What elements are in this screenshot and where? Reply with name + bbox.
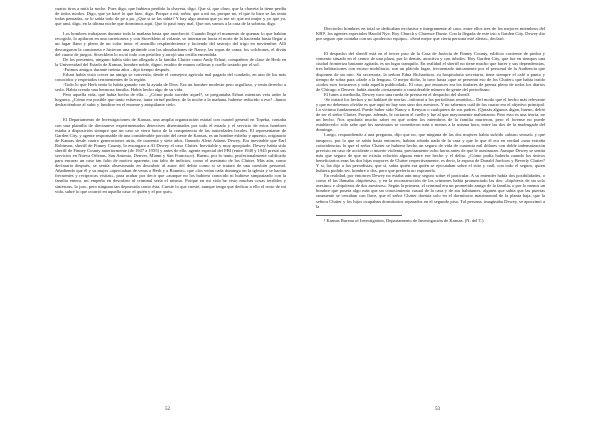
right-page-text: [316, 6, 545, 223]
paragraph: Luego, respondiendo a una pregunta, dijo que no, que ninguna de las dos mujeres había sufrido «abuso sexual» y que tampoco, por lo que se sabía hasta entonces, habían robado nada de la casa y que lo que él era en verdad «una extraña coincidencia» lo que el señor Clutter se hubiera hecho un seguro de vida de cuarenta mil dólares con doble indemnización previsto en caso de accidente o muerte violenta, precisamente ocho horas antes de que le asesinaran. Aunque Dewey se sentía más que seguro de que no existía relación alguna entre ese hecho y el delito. ¿Cómo podía haberla cuando los únicos beneficiarios eran las dos hijas mayores de Clutter respectivamente, es decir, la esposa de Donald Jarchow y Beverly Clutter? Y si, las dijo a los periodistas, que sí, sabía quién era quién se ejecutaban sobre el sitio y cuál, con todo el seguro, quien hubiera podido ser, hombre o dos, pero que prefería no exponerlo.: [316, 132, 545, 174]
footnote: ¹ Kansas Bureau of Investigation, Departamento de Investigación de Kansas. (N. del T.): [324, 217, 484, 223]
right-page: [300, 0, 600, 424]
paragraph: Dieciocho hombres en total se dedicaban exclusiva e íntegramente al caso, entre ellos tres de los mejores miembros del KBI¹, los agentes especiales Harold Nye, Roy Church y Clarence Duntz. Con la llegada de este trío a Garden City, Dewey dio por seguro que contaba con un «poderoso equipo». «Será mejor que cierta persona esté alerta», declaró.: [316, 26, 545, 42]
paragraph: -Todo lo que Herb tenía lo había ganado con la ayuda de Dios. Era un hombre modesto pero orgulloso, y tenía derecho a serlo. Había creado una hermosa familia. Había hecho algo de su vida.: [55, 82, 286, 93]
paragraph: Pero aquella vida, qué había hecho de ella… ¿Cómo pudo suceder aquel?, se preguntaba Erhart mientras veía arder la hoguera. ¿Cómo era posible que tanto esfuerzo, tanta virtud pudiera, de la noche a la mañana, haberse reducido a eso? –humo deshaciéndose al subir y fundirse en el enorme y aniquilante cielo.: [55, 92, 286, 108]
footnote-divider: [316, 215, 402, 216]
paragraph: -Fuimos amigos durante treinta años –dijo tiempo después.: [63, 66, 171, 72]
paragraph: En realidad, por entonces Dewey no estaba aún muy seguro sobre el particular. A su entender había dos posibilidades, o como él las llamaba «hipótesis», y en la reconstrucción de los crímenes había pronunciado las dos: «hipótesis de un solo asesino» e «hipótesis de dos asesinos». Según la primera, el criminal era un prometido amigo de la familia, o por lo menos un hombre que poseía algo más que un conocimiento casual de la casa y de sus habitantes, alguien que sabía que las puertas raramente se cerraban con llave, que el señor Clutter dormía solo en el dormitorio matrimonial de la planta baja, que la señora Clutter y los hijos ocupaban dormitorios separados en el segundo piso. Tal persona, imaginaba Dewey, se aproximó a la: [316, 173, 545, 209]
paragraph: cuatro tiros a mitá la noche. Pues digo, que hubiera perdido la chaveta, digo. Que sí, que claro, que la chaveta la tiene perdía de todos modos. Digo, que ya hacé lo que hizo, digo. Porque a mí, señor, que a mí no, porque no, el que lo hizo se las tenía todas pensadas, se lo sabía todo de pe a pa. ¿Que si se las sabía? Y hay algo ansina que yo me sé: que mi mujer y yo que ya, que ansí, digo, en la última noche que dormimos aquí. Que lo pasó muy mal. Que nos vamos a la casa de la sobrina, digo.: [55, 6, 286, 27]
paragraph: Erhart había visto crecer un amigo se convertía, desde el consejero agrícola mal pagado del condado, en uno de los más conocidos y respetados terratenientes de la región.: [55, 71, 286, 83]
paragraph: De los presentes, ninguno había sido tan allegado a la familia Clutter como Andy Erhart, compañero de clase de Herb en la Universidad del Estado de Kansas, hombre noble, digno, erudito de manos callosas y cuello tostado por el sol.: [55, 56, 286, 67]
left-page-text: [55, 6, 286, 194]
paragraph: El lunes a mediodía, Dewey tuvo una rueda de prensa en el despacho del sheriff.: [324, 91, 471, 97]
paragraph: -Se tratará los hechos y no hablaré de teorías –informó a los periodistas reunidos–. Del modo que el hecho más relevante y que no debemos olvidar es que aquí no hay uno sino dos asesinos. Y no sabemos cuál de los cuatro era el objetivo principal. La víctima fundamental. Puede haber sido Nancy o Kenyon o cualquiera de sus padres. (Quizás algunos digan, bueno, debió de ser el señor Clutter. Porque, además, le cortaron el cuello y fue al que mayormente maltrataron. Pero esto es una teoría, no un hecho. Nos ayudaría mucho saber en qué orden los miembros de la familia murieron, pero el forense no puede establecerlo: sólo sabe que los asesinatos se cometieron más o menos a la misma hora, entre las dos de la madrugada del domingo.: [316, 96, 545, 133]
paragraph: El despacho del sheriff está en el tercer piso de la Casa de Justicia de Finney County, edificio corriente de piedra y cemento situado en el centro de una plaza, por lo demás, atractiva y con árboles. Hoy Garden City, que fue en tiempos una ciudad fronteriza bastante agitada, es un lugar tranquilo. En realidad el sheriff no tiene mucho que hacer y sus dependencias, tres habitaciones con escaso mobiliario, son un plácido lugar, frecuentado únicamente por el personal de la Audiencia que disponen de un rato. Su secretaria, la señora Edna Richardson, su hospitalaria secretaria, tiene siempre el café a punto y tiempo de sobra para «darle a la lengua». O mejor dicho, lo tuvo hasta «que se presentó eso de los Clutter» que había traído «todos esos forasteros y toda aquella publicidad». El caso, por entonces era los titulares de prensa pleno de todos los diarios de Chicago o Denver, había atraído ciertamente a considerable número de gente del periodismo.: [316, 51, 545, 92]
page-number: 52: [165, 407, 170, 412]
page-number: 53: [435, 407, 440, 412]
paragraph: Los hombres trabajaron durante toda la mañana hasta que anocheció. Cuando llegó el momento de quemar lo que habían recogido, lo apilaron en una carretonera y con Stoecklein al volante, se internaron hacia el norte de la hacienda hasta llegar a un lugar llano y pleno de un color tinto: el amarillo resplandeciente y luciendo del rastrojo del trigo en noviembre. Allí descargaron la camioneta e hicieron una pirámide con los almohadones de Nancy, las ropas de cama, los colchones, el diván del cuarto de juegos. Stoecklein lo roció todo con petróleo y arrojó una cerilla encendida.: [55, 31, 286, 57]
paragraph: El Departamento de Investigaciones de Kansas, una amplia organización estatal con cuartel general en Topeka, contaba con una plantilla de diecinueve experimentados detectives diseminados por todo el estado y el servicio de estos hombres estaba a disposición siempre que un caso se viera fuera de la competencia de las autoridades locales. El representante de Garden City, y agente responsable de una considerable porción del oeste de Kansas, es un hombre esbelto y apuesto, originario de Kansas desde cuatro generaciones atrás, de cuarenta y siete años, llamado Alvin Adams Dewey. Era inevitable que Earl Robinson, sheriff de Finney County, lo encargara a Al Dewey el caso Clutter. Inevitable y muy apropiado. Dewey había sido sheriff de Finney County anteriormente (de 1947 a 1955) y antes de ello, agente especial del FBI (entre 1940 y 1945 prestó sus servicios en Nueva Orleans, San Antonio, Denver, Miami y San Francisco). Bueno, por lo tanto, profesionalmente calificado para encarar un caso tan falto de motivo aparente, tan falto de indicios, como el asesinato de los Clutter. Más aún, como declararía después, se sentía obsesionado en descubrir al autor del delito como si se tratara de una cuestión personal. Añadiendo que él y su mujer «apreciaban de veras a Herb y a Bonnie», que «los veían cada domingo en la iglesia y se hacían frecuentes y recíprocas visitas», para acabar por decir que «aunque no los hubiera conocido ni hubiese simpatizado con la familia entera, mi empeño en descubrir al criminal sería el mismo. Porque en mi vida he visto muchas cosas terribles y siniestras, lo juro, pero ninguna tan depravada como ésta. Cueste lo que cueste, aunque tenga que dedicar a ello el resto de mi vida, sabré lo que ocurrió en aquella casa: el quién y el por qué».: [55, 117, 286, 194]
